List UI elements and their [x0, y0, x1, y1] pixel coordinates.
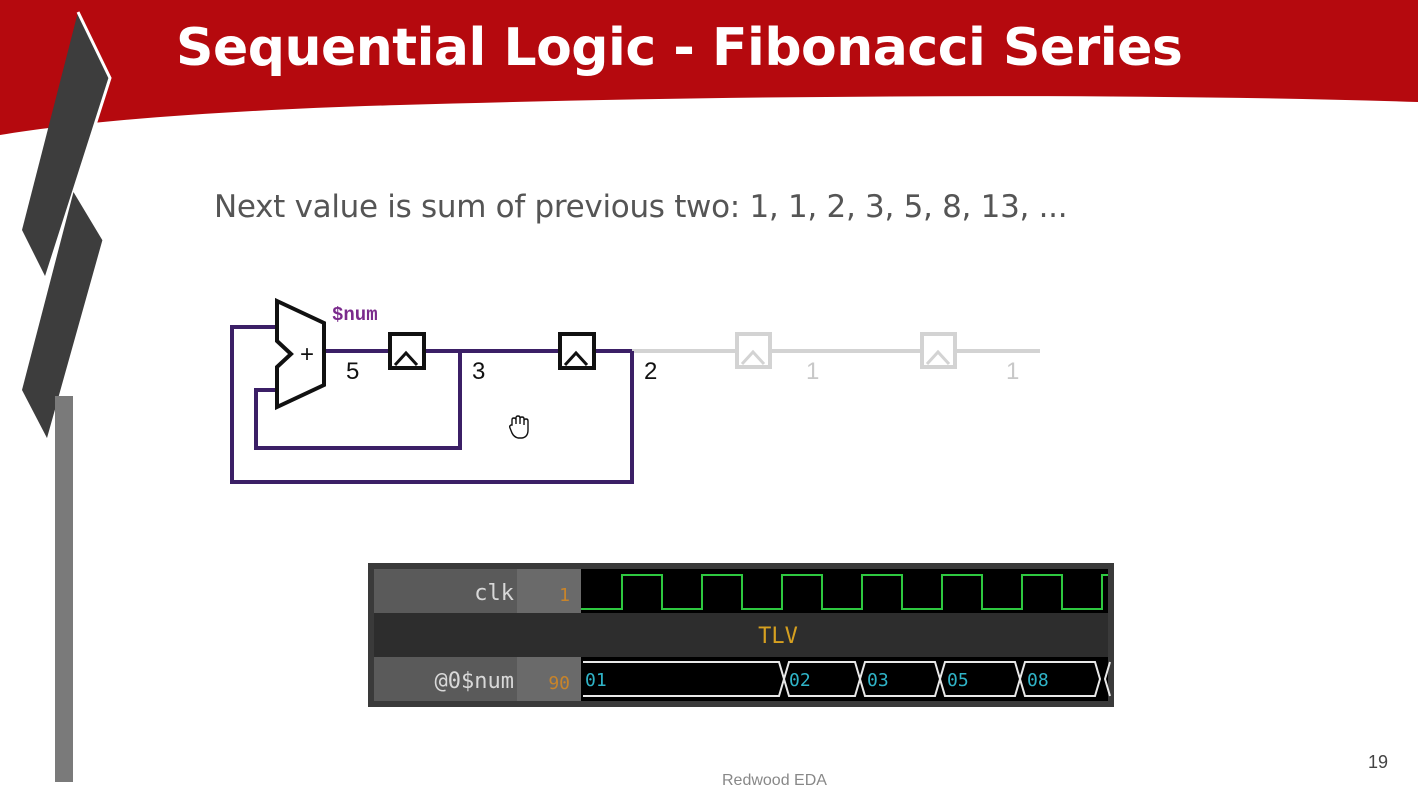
stage-value-5: 1: [1006, 358, 1020, 385]
footer-text: Redwood EDA: [722, 772, 827, 789]
waveform-scope-row: [374, 613, 1108, 657]
num-segment-1: 01: [585, 670, 607, 691]
adder-symbol: +: [300, 341, 315, 368]
slide-subtitle: Next value is sum of previous two: 1, 1, 2, 3, 5, 8, 13, ...: [214, 189, 1068, 225]
num-segment-5: 08: [1027, 670, 1049, 691]
signal-name-num[interactable]: @0$num: [434, 669, 514, 694]
slide-title: Sequential Logic - Fibonacci Series: [176, 18, 1183, 78]
stage-value-1: 5: [346, 358, 360, 385]
num-segment-2: 02: [789, 670, 811, 691]
scope-label[interactable]: TLV: [758, 624, 798, 649]
signal-value-clk: 1: [559, 585, 570, 606]
stage-value-3: 2: [644, 358, 658, 385]
stage-value-2: 3: [472, 358, 486, 385]
page-number: 19: [1368, 752, 1389, 772]
signal-name-clk[interactable]: clk: [474, 581, 514, 606]
signal-value-num: 90: [548, 673, 570, 694]
num-segment-3: 03: [867, 670, 889, 691]
num-segment-4: 05: [947, 670, 969, 691]
signal-label: $num: [332, 304, 378, 326]
stage-value-4: 1: [806, 358, 820, 385]
